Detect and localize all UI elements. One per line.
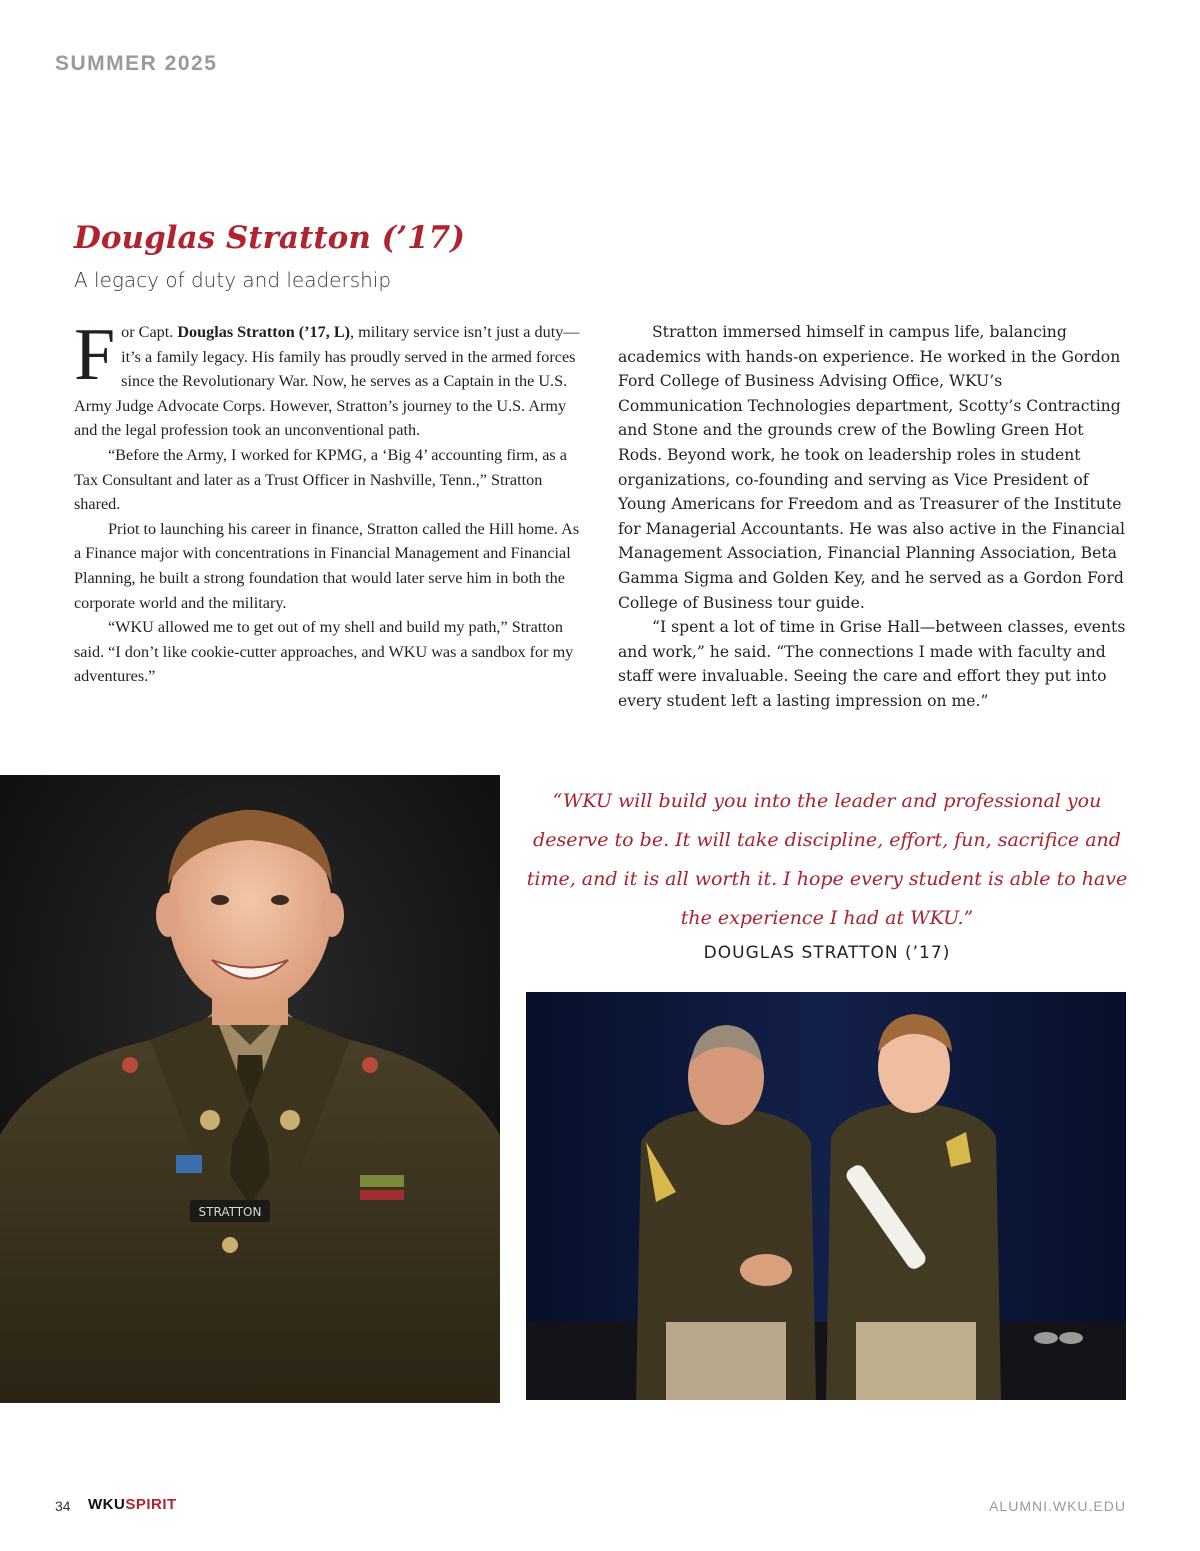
pull-quote: “WKU will build you into the leader and professional you deserve to be. It will take discipline, effort, fun, sacrifice and time, and it is all worth it. I hope every student is able to have the experience I had at WKU.” xyxy=(526,790,1128,929)
ceremony-photo xyxy=(526,992,1126,1400)
article-column-left xyxy=(74,314,586,689)
pull-quote-attribution: DOUGLAS STRATTON (’17) xyxy=(703,943,951,963)
paragraph-5: Stratton immersed himself in campus life, balancing academics with hands-on experience. He worked in the Gordon Ford College of Business Advising Office, WKU’s Communication Technologies department, Scotty’s Contracting and Stone and the grounds crew of the Bowling Green Hot Rods. Beyond work, he took on leadership roles in student organizations, co-founding and serving as Vice President of Young Americans for Freedom and as Treasurer of the Institute for Managerial Accountants. He was also active in the Financial Management Association, Financial Planning Association, Beta Gamma Sigma and Golden Key, and he served as a Gordon Ford College of Business tour guide. xyxy=(618,323,1126,612)
issue-label: SUMMER 2025 xyxy=(55,52,218,75)
footer-url: ALUMNI.WKU.EDU xyxy=(989,1498,1126,1514)
paragraph-1-lead: or Capt. xyxy=(121,323,178,341)
article-column-right xyxy=(618,320,1130,714)
brand-spirit: SPIRIT xyxy=(125,1496,177,1513)
person-name: Douglas Stratton (’17, L) xyxy=(177,323,351,341)
portrait-photo xyxy=(0,775,500,1403)
paragraph-6: “I spent a lot of time in Grise Hall—between classes, events and work,” he said. “The connections I made with faculty and staff were invaluable. Seeing the care and effort they put into every student left a lasting impression on me.” xyxy=(618,618,1126,710)
paragraph-3: Priot to launching his career in finance, Stratton called the Hill home. As a Finance major with concentrations in Financial Management and Financial Planning, he built a strong foundation that would later serve him in both the corporate world and the military. xyxy=(74,519,580,612)
portrait-nametag: STRATTON xyxy=(198,1205,262,1219)
magazine-brand xyxy=(88,1496,177,1513)
brand-wku: WKU xyxy=(88,1496,126,1513)
page-number: 34 xyxy=(55,1498,71,1514)
paragraph-1 xyxy=(74,314,586,443)
paragraph-1-rest: , military service isn’t just a duty—it’s a family legacy. His family has proudly served in the armed forces since the Revolutionary War. Now, he serves as a Captain in the U.S. Army Judge Advocate Corps. However, Stratton’s journey to the U.S. Army and the legal profession took an unconventional path. xyxy=(74,323,580,440)
article-subtitle: A legacy of duty and leadership xyxy=(74,268,392,292)
paragraph-4: “WKU allowed me to get out of my shell and build my path,” Stratton said. “I don’t like cookie-cutter approaches, and WKU was a sandbox for my adventures.” xyxy=(74,618,574,686)
drop-cap: F xyxy=(74,314,116,396)
paragraph-2: “Before the Army, I worked for KPMG, a ‘Big 4’ accounting firm, as a Tax Consultant and later as a Trust Officer in Nashville, Tenn.,” Stratton shared. xyxy=(74,445,567,514)
article-title: Douglas Stratton (’17) xyxy=(74,220,465,256)
